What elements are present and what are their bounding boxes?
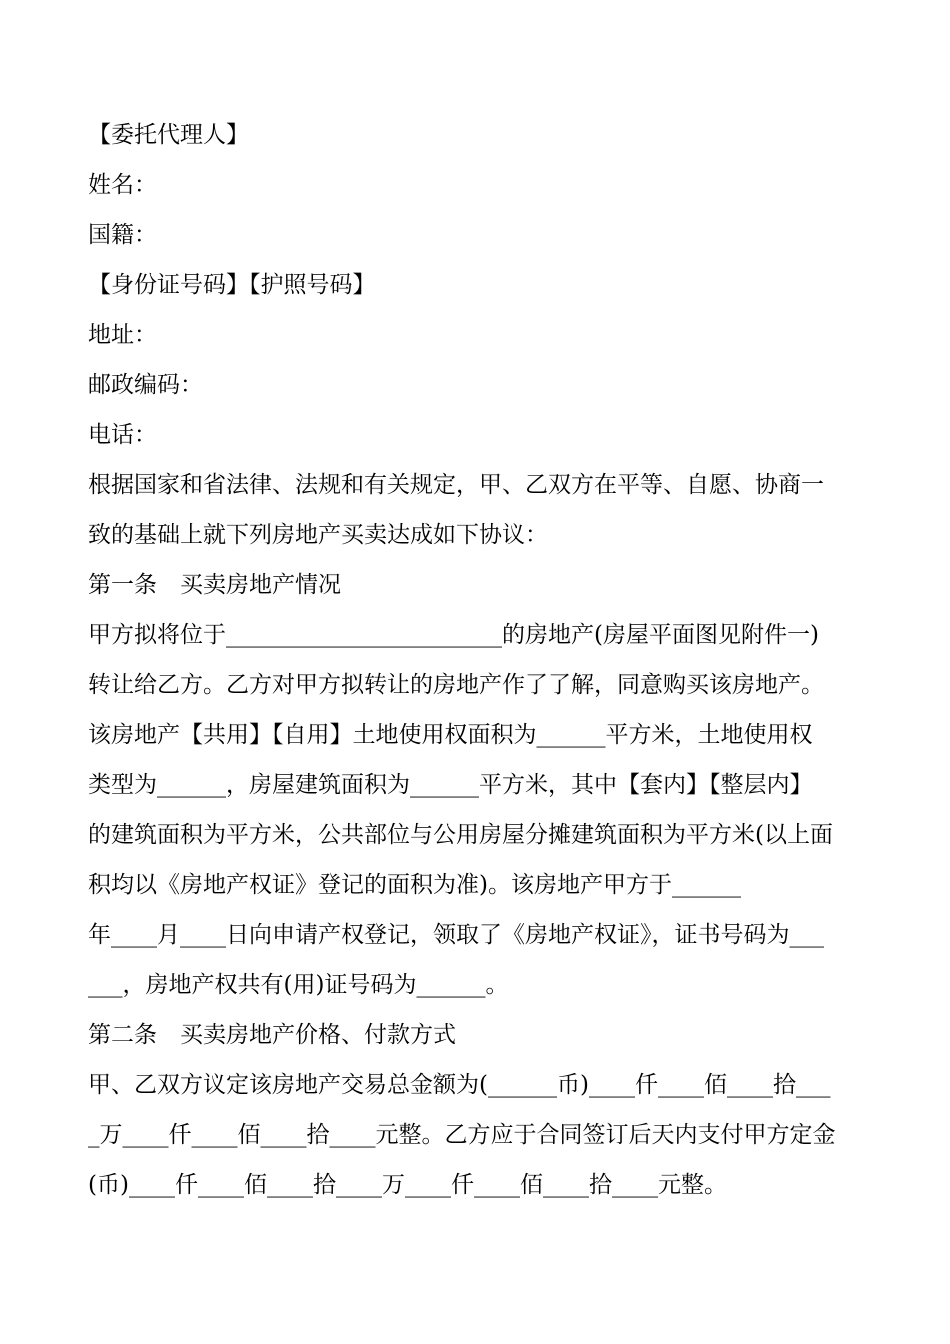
article-2-text-line: (币)____仟____佰____拾____万____仟____佰____拾____元整。 [88,1172,727,1198]
field-address: 地址： [88,322,157,348]
article-1-text-line: 转让给乙方。乙方对甲方拟转让的房地产作了了解，同意购买该房地产。 [88,672,824,698]
article-1-heading: 第一条 买卖房地产情况 [88,572,341,598]
field-postal-code: 邮政编码： [88,372,203,398]
article-1-text-line: 甲方拟将位于________________________的房地产(房屋平面图见附件一) [88,622,819,648]
field-id-passport: 【身份证号码】【护照号码】 [88,272,376,298]
article-1-text-line: 积均以《房地产权证》登记的面积为准)。该房地产甲方于______ [88,872,741,898]
article-1-text-line: 的建筑面积为平方米，公共部位与公用房屋分摊建筑面积为平方米(以上面 [88,822,833,848]
article-1-text-line: 年____月____日向申请产权登记，领取了《房地产权证》，证书号码为___ [88,922,824,948]
article-2-text-line: _万____仟____佰____拾____元整。乙方应于合同签订后天内支付甲方定金 [88,1122,836,1148]
field-nationality: 国籍： [88,222,157,248]
paragraph-preamble-line: 根据国家和省法律、法规和有关规定，甲、乙双方在平等、自愿、协商一 [88,472,824,498]
article-1-text-line: 类型为______，房屋建筑面积为______平方米，其中【套内】【整层内】 [88,772,813,798]
article-1-text-line: ___，房地产权共有(用)证号码为______。 [88,972,509,998]
article-2-heading: 第二条 买卖房地产价格、付款方式 [88,1022,456,1048]
heading-agent: 【委托代理人】 [88,122,249,148]
field-phone: 电话： [88,422,157,448]
field-name: 姓名： [88,172,157,198]
article-2-text-line: 甲、乙双方议定该房地产交易总金额为(______币)____仟____佰____拾___ [88,1072,831,1098]
article-1-text-line: 该房地产【共用】【自用】土地使用权面积为______平方米，土地使用权 [88,722,813,748]
document-body [88,110,878,1210]
paragraph-preamble-line: 致的基础上就下列房地产买卖达成如下协议： [88,522,548,548]
